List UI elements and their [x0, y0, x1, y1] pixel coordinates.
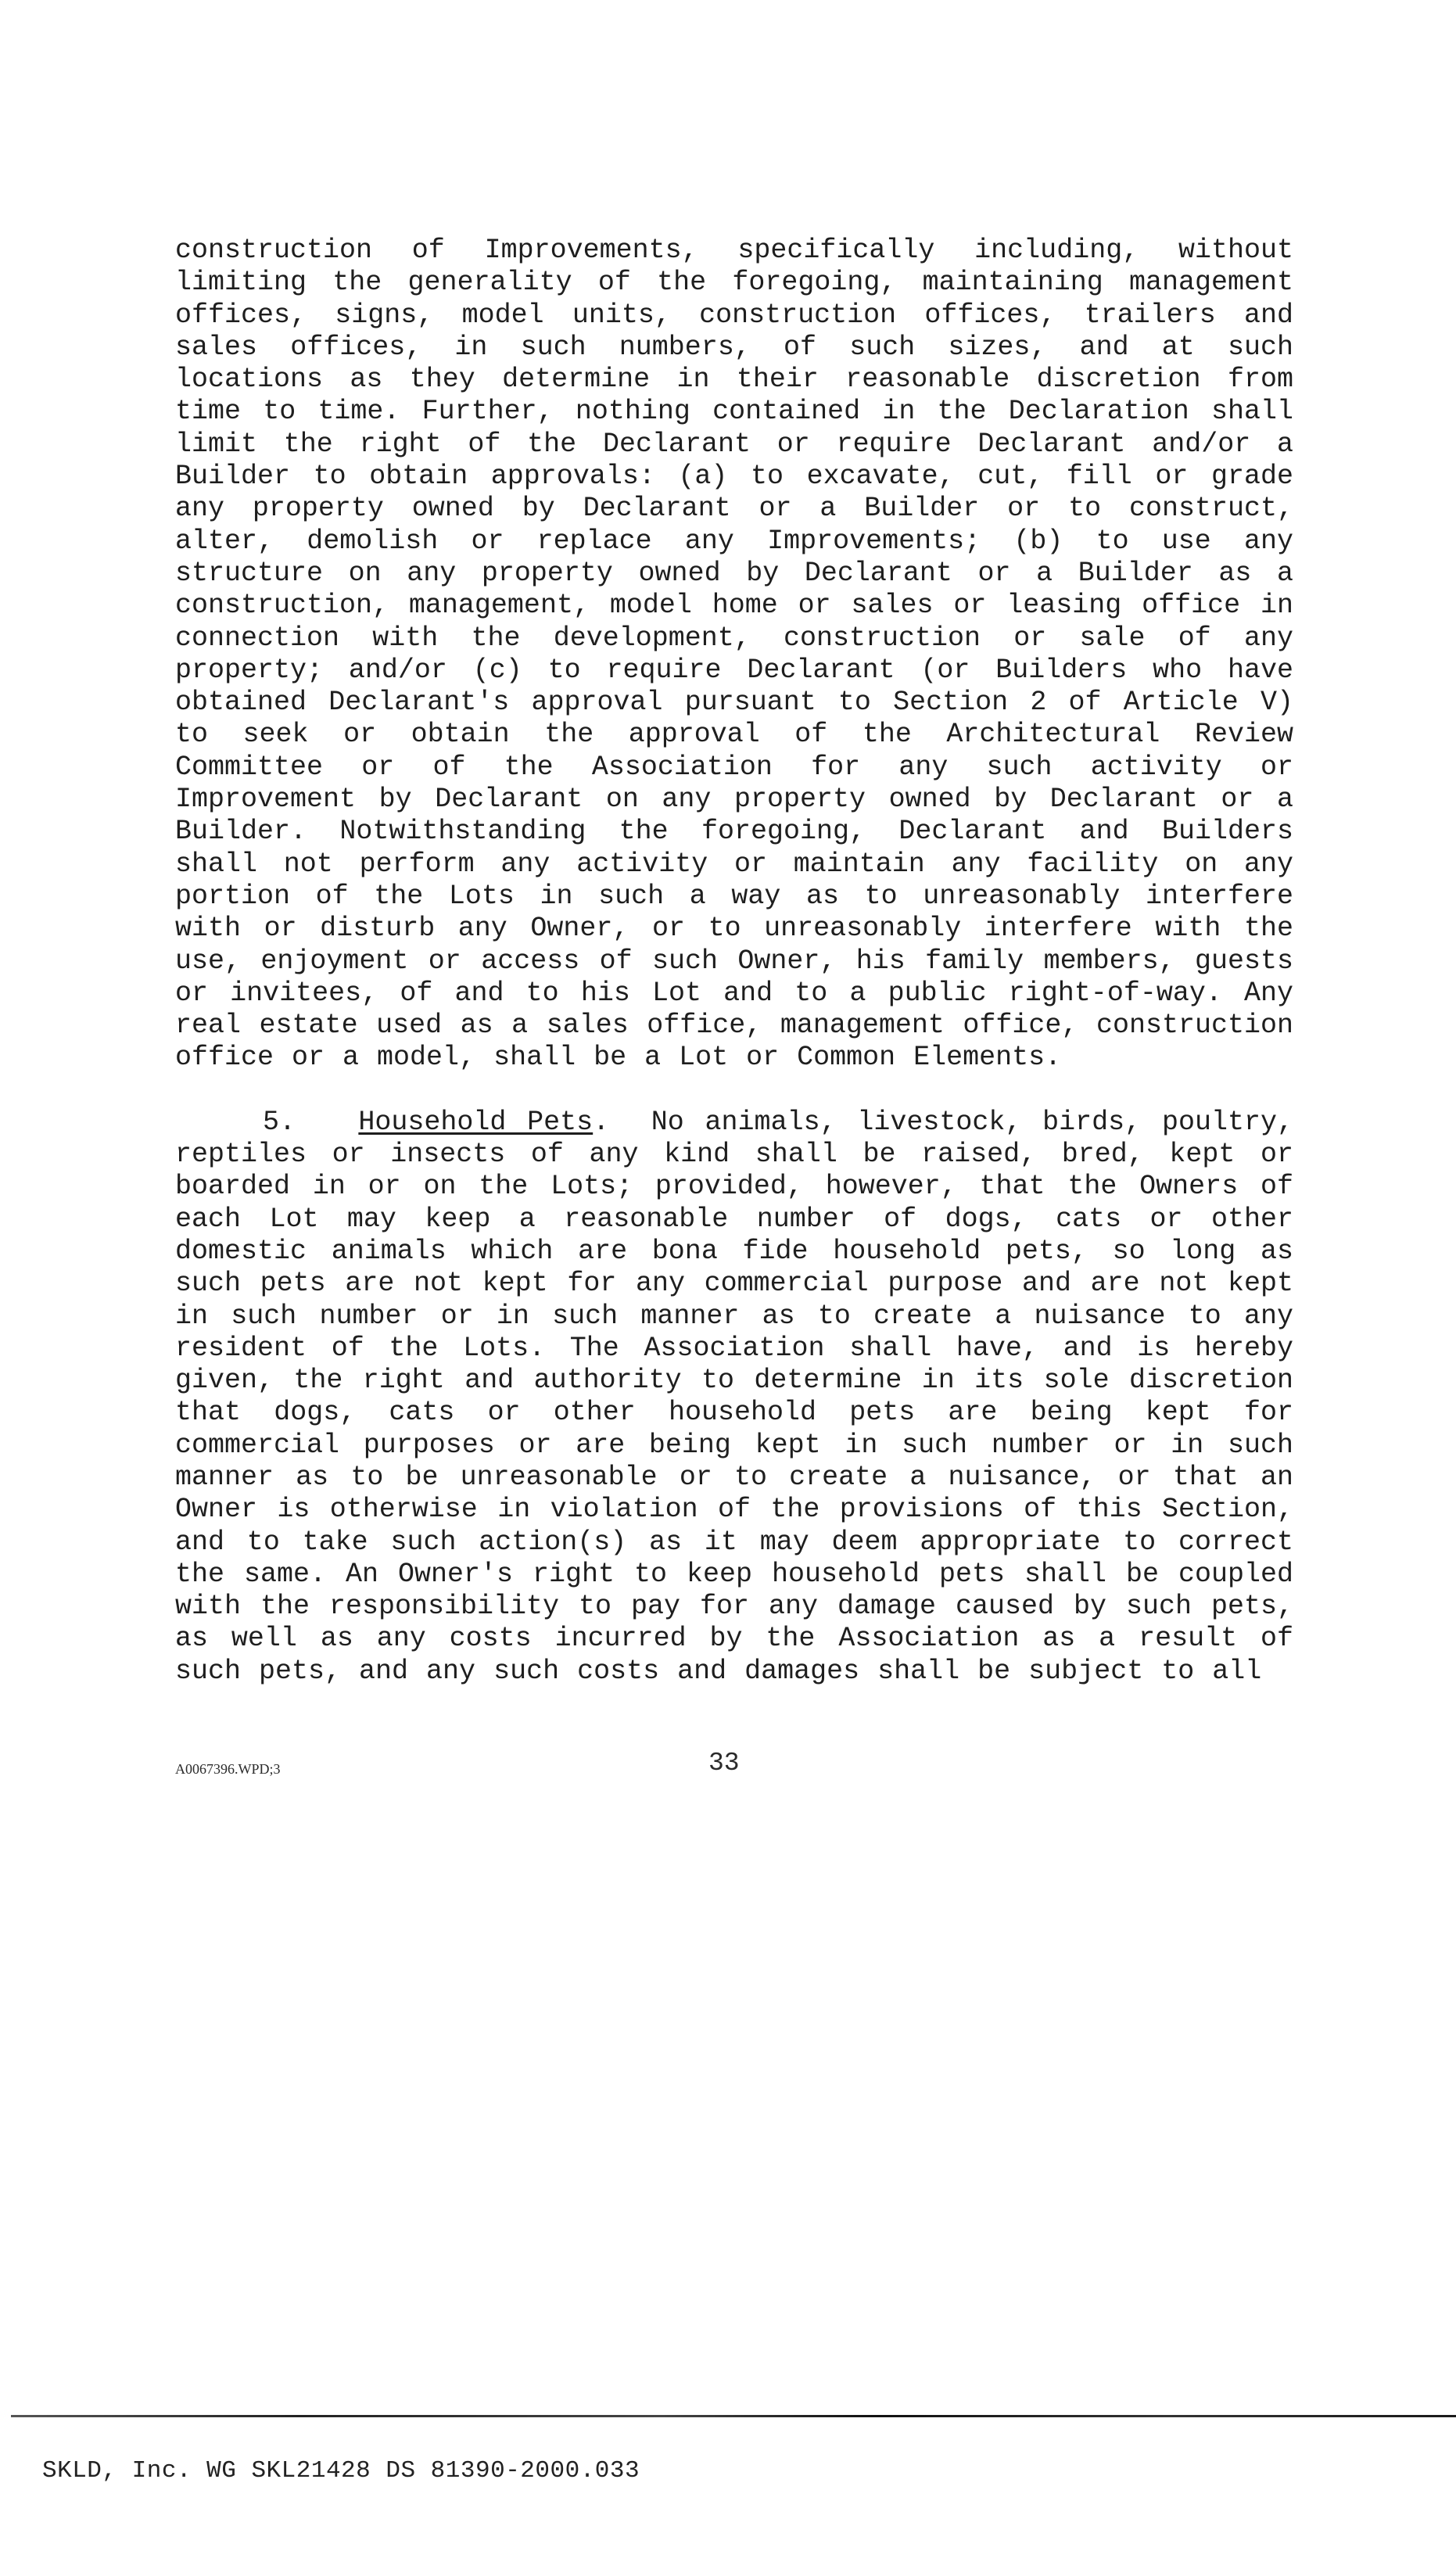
section-heading-suffix: . — [593, 1106, 610, 1138]
document-body — [175, 235, 1293, 1688]
section-heading: Household Pets — [358, 1106, 594, 1138]
scan-stamp: SKLD, Inc. WG SKL21428 DS 81390-2000.033 — [42, 2457, 640, 2485]
page-number: 33 — [708, 1749, 740, 1778]
paragraph-continuation: construction of Improvements, specifically including, without limiting the generality of the foregoing, maintaining management offices, signs, model units, construction offices, trailers and sales offices, in such numbers, of such sizes, and at such locations as they determine in their reasonable discretion from time to time. Further, nothing contained in the Declaration shall limit the right of the Declarant or require Declarant and/or a Builder to obtain approvals: (a) to excavate, cut, fill or grade any property owned by Declarant or a Builder or to construct, alter, demolish or replace any Improvements; (b) to use any structure on any property owned by Declarant or a Builder as a construction, management, model home or sales or leasing office in connection with the development, construction or sale of any property; and/or (c) to require Declarant (or Builders who have obtained Declarant's approval pursuant to Section 2 of Article V) to seek or obtain the approval of the Architectural Review Committee or of the Association for any such activity or Improvement by Declarant on any property owned by Declarant or a Builder. Notwithstanding the foregoing, Declarant and Builders shall not perform any activity or maintain any facility on any portion of the Lots in such a way as to unreasonably interfere with or disturb any Owner, or to unreasonably interfere with the use, enjoyment or access of such Owner, his family members, guests or invitees, of and to his Lot and to a public right-of-way. Any real estate used as a sales office, management office, construction office or a model, shall be a Lot or Common Elements. — [175, 235, 1293, 1074]
section-household-pets — [175, 1107, 1293, 1688]
section-text: No animals, livestock, birds, poultry, reptiles or insects of any kind shall be raised, bred, kept or boarded in or on the Lots; provided, however, that the Owners of each Lot may keep a reasonable number of dogs, cats or other domestic animals which are bona fide household pets, so long as such pets are not kept for any commercial purpose and are not kept in such number or in such manner as to create a nuisance to any resident of the Lots. The Association shall have, and is hereby given, the right and authority to determine in its sole discretion that dogs, cats or other household pets are being kept for commercial purposes or are being kept in such number or in such manner as to be unreasonable or to create a nuisance, or that an Owner is otherwise in violation of the provisions of this Section, and to take such action(s) as it may deem appropriate to correct the same. An Owner's right to keep household pets shall be coupled with the responsibility to pay for any damage caused by such pets, as well as any costs incurred by the Association as a result of such pets, and any such costs and damages shall be subject to all — [175, 1106, 1293, 1687]
page-divider — [11, 2415, 1456, 2417]
footer-document-id: A0067396.WPD;3 — [175, 1761, 281, 1777]
section-number: 5. — [263, 1106, 296, 1138]
